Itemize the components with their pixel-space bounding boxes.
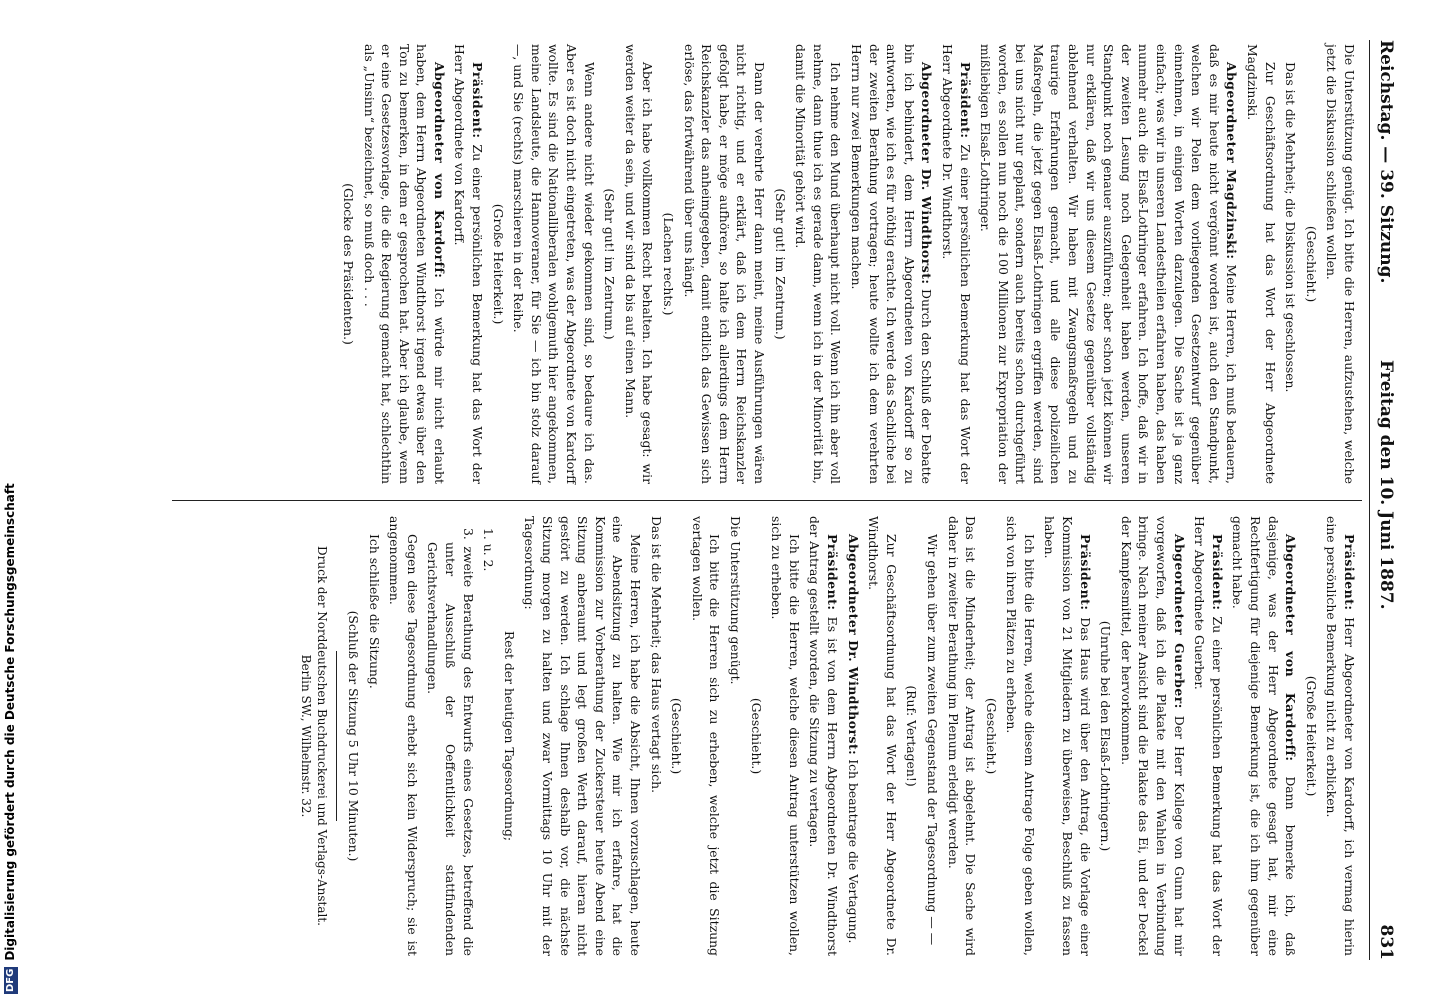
footer-credit-text: Digitalisierung gefördert durch die Deutsche Forschungsgemeinschaft (3, 483, 17, 961)
column-divider (172, 500, 1362, 501)
speaker-name: Abgeordneter Dr. Windthorst: (845, 534, 861, 756)
text-paragraph: Wenn andere nicht wieder gekommen sind, so bedaure ich das. Aber es ist doch nicht eingetreten, was der Abgeordnete von Kardorff wollte. Es sind die Nationalliberalen wohlgemuth hier angekommen, meine Landsleute, die Hannoveraner, für Sie — ich bin stolz darauf —, und Sie (rechts) marschieren in der Reihe. (511, 44, 597, 484)
speech-text: Zu einer persönlichen Bemerkung hat das Wort der Herr Abgeordnete von Kardorff. (452, 44, 486, 484)
text-paragraph: Meine Herren, ich habe die Absicht, Ihnen vorzuschlagen, heute eine Abendsitzung zu halten. Wie mir ich erfahre, hat die Kommission zur Vorberathung der Zuckersteuer heute Abend eine Sitzung anberaumt und legt großen Werth darauf, hieran nicht gestört zu werden. Ich schlage Ihnen deshalb vor, die nächste Sitzung morgen zu halten und zwar Vormittags 10 Uhr mit der Tagesordnung: (522, 516, 644, 956)
text-paragraph: Die Unterstützung genügt. (728, 516, 743, 685)
speaker-name: Abgeordneter Guerber: (1171, 534, 1187, 709)
page-number: 831 (1376, 924, 1396, 960)
stage-direction: (Geschieht.) (983, 697, 999, 775)
stage-direction: (Geschieht.) (1303, 225, 1319, 303)
stage-direction: (Lachen rechts.) (661, 212, 677, 316)
speech-paragraph (1229, 516, 1299, 956)
left-column (336, 44, 1358, 484)
text-paragraph: Ich bitte die Herren, welche diesen Antrag unterstützen wollen, sich zu erheben. (769, 516, 802, 956)
speaker-name: Präsident: (470, 62, 486, 139)
stage-direction: (Schluß der Sitzung 5 Uhr 10 Minuten.) (346, 610, 362, 862)
speaker-name: Abgeordneter von Kardorff: (1283, 534, 1299, 762)
stage-direction: Rest der heutigen Tagesordnung; (501, 630, 517, 842)
text-paragraph: Ich bitte die Herren sich zu erheben, welche jetzt die Sitzung vertagen wollen. (689, 516, 723, 956)
printer-imprint: Berlin SW., Wilhelmstr. 32. (298, 654, 313, 818)
speech-paragraph (451, 44, 486, 484)
stage-direction: (Ruf: Vertagen!) (904, 685, 920, 787)
speech-text: Es ist von dem Herrn Abgeordneten Dr. Windthorst der Antrag gestellt worden, die Sitzung zu vertagen. (807, 516, 840, 956)
header-rule (1369, 40, 1370, 960)
text-paragraph: Das ist die Mehrheit; das Haus vertagt sich. (648, 516, 664, 794)
text-paragraph: Ich schließe die Sitzung. (366, 534, 382, 689)
speech-text: Ich beantrage die Vertagung. (845, 755, 861, 944)
text-paragraph: Wir gehen über zum zweiten Gegenstand der Tagesordnung — — (924, 534, 940, 946)
speaker-name: Präsident: (957, 62, 973, 139)
speech-paragraph (1191, 516, 1226, 956)
text-paragraph: Zur Geschäftsordnung hat das Wort der Herr Abgeordnete Dr. Windthorst. (866, 516, 899, 956)
speaker-name: Präsident: (1342, 534, 1357, 611)
stage-direction: (Glocke des Präsidenten.) (340, 183, 356, 345)
text-paragraph: Aber ich habe vollkommen Recht behalten. Ich habe gesagt: wir werden weiter da sein, und wir sind da bis auf einen Mann. (622, 44, 656, 484)
speech-text: Meine Herren, ich muß bedauern, daß es mir heute nicht vergönnt worden ist, auch den Standpunkt, welchen wir Polen dem vorliegenden Gesetzentwurf gegenüber einnehmen, in einigen Worten darzulegen. Die Sache ist ja ganz einfach; was wir in unseren Landestheilen erfahren haben, das haben nunmehr auch die Elsaß-Lothringer erfahren. Ich hoffe, daß wir in der zweiten Lesung noch Gelegenheit haben werden, unseren Standpunkt noch genauer auszuführen; aber schon jetzt können wir nur erklären, daß wir uns diesem Gesetze gegenüber vollständig ablehnend verhalten. Wir haben mit Zwangsmaßregeln und zu traurige Erfahrungen gemacht, und alle diese polizeilichen Maßregeln, die jetzt gegen Elsaß-Lothringen ergriffen werden, sind bei uns nicht nur geplant, sondern auch bereits schon durchgeführt worden, es sollen nun noch die 100 Millionen zur Expropriation der mißliebigen Elsaß-Lothringer. (978, 44, 1240, 484)
printer-imprint: Druck der Norddeutschen Buchdruckerei und Verlags-Anstalt. (314, 546, 329, 926)
dfg-logo: DFG (4, 968, 16, 992)
right-column (298, 516, 1358, 956)
scanned-page (130, 0, 1410, 1000)
speech-text: Durch den Schluß der Debatte bin ich behindert, dem Herrn Abgeordneten von Kardorff so zu antworten, wie ich es für nöthig erachte. Ich werde das Sachliche bei der zweiten Berathung vortragen; heute wollte ich dem verehrten Herrn nur zwei Bemerkungen machen. (848, 44, 935, 484)
speaker-name: Präsident: (824, 534, 840, 611)
speech-text: Dann bemerke ich, daß dasjenige, was der Herr Abgeordnete gesagt hat, mir eine Rechtfertigung für diejenige Bemerkung ist, die ich ihm gegenüber gemacht habe. (1230, 516, 1299, 956)
page-header (1368, 40, 1396, 960)
speech-text: Das Haus wird über den Antrag, die Vorlage einer Kommission von 21 Mitgliedern zu überweisen, Beschluß zu fassen haben. (1042, 516, 1093, 956)
speech-paragraph (360, 44, 448, 484)
text-paragraph: Dann der verehrte Herr dann meint, meine Ausführungen wären nicht richtig, und er erklärt, daß ich dem Herrn Reichskanzler gefolgt habe, er möge aufhören, so halte ich allerdings dem Herrn Reichskanzler das anheimgegeben, damit endlich das Gewissen sich erlöse, das fortwährend über uns hängt. (681, 44, 767, 484)
stage-direction: (Sehr gut! im Zentrum.) (602, 188, 618, 340)
agenda-item: 3. zweite Berathung des Entwurfs eines Gesetzes, betreffend die unter Ausschluß der Oeffentlichkeit stattfindenden Gerichtsverhandlungen. (425, 528, 476, 956)
end-rule (336, 651, 337, 821)
speech-paragraph (844, 516, 862, 956)
header-left: Reichstag. — 39. Sitzung. (1376, 40, 1396, 284)
text-paragraph: Gegen diese Tagesordnung erhebt sich kein Widerspruch; sie ist angenommen. (387, 516, 420, 956)
stage-direction: (Große Heiterkeit.) (490, 203, 506, 325)
stage-direction: (Unruhe bei den Elsaß-Lothringern.) (1098, 620, 1114, 852)
text-paragraph: Das ist die Mehrheit; die Diskussion ist geschlossen. (1283, 62, 1299, 393)
header-date: Freitag den 10. Juni 1887. (1376, 360, 1396, 610)
text-paragraph: Zur Geschäftsordnung hat das Wort der Herr Abgeordnete Magdzinski. (1245, 44, 1278, 484)
speech-text: Zu einer persönlichen Bemerkung hat das Wort der Herr Abgeordnete Guerber. (1192, 516, 1225, 956)
text-paragraph: Ich nehme den Mund überhaupt nicht voll. Wenn ich ihn aber voll nehme, dann thue ich es gerade dann, wenn ich in der Minorität bin, damit die Minorität gehört wird. (793, 44, 844, 484)
speech-text: Herr Abgeordneter von Kardorff, ich vermag hierin eine persönliche Bemerkung nicht zu erblicken. (1324, 516, 1357, 956)
text-paragraph: Die Unterstützung genügt. Ich bitte die Herren, aufzustehen, welche jetzt die Diskussion schließen wollen. (1324, 44, 1357, 484)
speaker-name: Abgeordneter Magdzinski: (1224, 62, 1240, 260)
speech-paragraph (1041, 516, 1094, 956)
speech-paragraph (806, 516, 841, 956)
agenda-item: 1. u. 2. (481, 528, 497, 572)
speech-paragraph (847, 44, 935, 484)
footer-credit (0, 10, 20, 1000)
text-paragraph: Das ist die Minderheit; der Antrag ist abgelehnt. Die Sache wird daher in zweiter Berathung im Plenum erledigt werden. (945, 516, 979, 956)
speaker-name: Abgeordneter Dr. Windthorst: (919, 62, 935, 285)
speech-paragraph (1323, 516, 1358, 956)
stage-direction: (Geschieht.) (748, 697, 764, 775)
speaker-name: Abgeordneter von Kardorff: (431, 62, 447, 279)
speaker-name: Präsident: (1077, 534, 1093, 611)
speech-text: Ich würde mir nicht erlaubt haben, dem Herrn Abgeordneten Windthorst irgend etwas über den Ton zu bemerken, in dem er gesprochen hat. Aber ich glaube, wenn er eine Gesetzesvorlage, die die Regierung gemacht hat, schlechthin als „Unsinn“ bezeichnet, so muß doch . . . (361, 44, 447, 484)
speech-paragraph (1117, 516, 1187, 956)
stage-direction: (Geschieht.) (669, 697, 685, 775)
speech-text: Der Herr Kollege von Gunn hat mir vorgeworfen, daß ich die Plakate mit den Wahlen in Verbindung bringe. Nach meiner Ansicht sind die Plakate das Ei, und der Deckel der Kampfesmittel, der hervorkommen. (1118, 516, 1187, 956)
footer-strip (0, 0, 20, 1000)
stage-direction: (Sehr gut! im Zentrum.) (772, 188, 788, 340)
speech-paragraph (938, 44, 973, 484)
speech-paragraph (977, 44, 1241, 484)
text-paragraph: Ich bitte die Herren, welche diesem Antrage Folge geben wollen, sich von ihren Plätzen zu erheben. (1004, 516, 1037, 956)
stage-direction: (Große Heiterkeit.) (1303, 675, 1319, 797)
speech-text: Zu einer persönlichen Bemerkung hat das Wort der Herr Abgeordnete Dr. Windthorst. (939, 44, 973, 484)
speaker-name: Präsident: (1209, 534, 1225, 611)
